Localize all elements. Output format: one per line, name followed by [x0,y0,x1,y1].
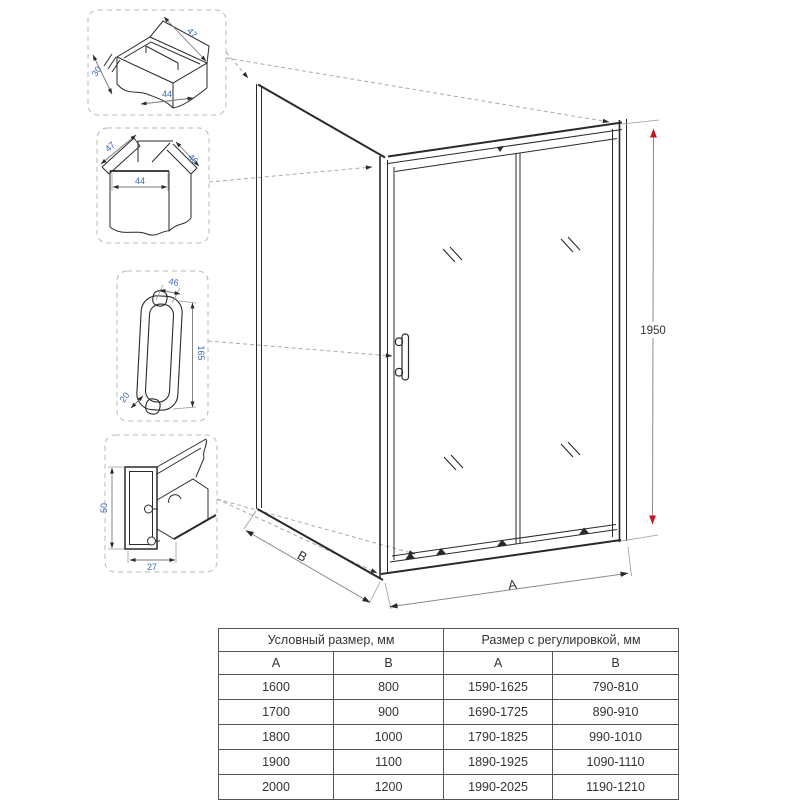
table-cell: 1000 [334,725,444,750]
table-cell: 1800 [219,725,334,750]
size-table [218,628,679,800]
col-header-a1: А [219,652,334,675]
glass-shine-marks [443,237,580,470]
table-cell: 900 [334,700,444,725]
table-cell: 1590-1625 [444,675,553,700]
callout-box-handle [117,271,208,421]
table-cell: 1690-1725 [444,700,553,725]
sliding-glass-panels [396,153,590,560]
table-row [219,775,679,800]
table-cell: 1600 [219,675,334,700]
table-cell: 1790-1825 [444,725,553,750]
col-header-b1: В [334,652,444,675]
top-roller-bracket [497,146,504,152]
table-column-header-row [219,652,679,675]
detail4-dim-50: 50 [99,502,109,514]
depth-dimension-label: B [294,547,310,565]
table-row [219,725,679,750]
detail2-dim-47: 47 [102,139,118,154]
detail2-dim-44: 44 [134,176,146,186]
table-cell: 1100 [334,750,444,775]
dimension-height-1950 [621,120,671,541]
table-cell: 790-810 [553,675,679,700]
detail1-dim-47: 47 [185,25,200,40]
col-header-a2: А [444,652,553,675]
table-group-header-row [219,629,679,652]
detail1-dim-44: 44 [161,89,173,99]
detail3-dim-165: 165 [196,345,206,361]
group-header-nominal: Условный размер, мм [219,629,444,652]
detail-handle [118,276,206,415]
detail4-dim-27: 27 [146,562,158,572]
dimension-depth-B [244,511,380,602]
table-row [219,700,679,725]
table-cell: 890-910 [553,700,679,725]
leader-lines [208,52,609,573]
table-cell: 1090-1110 [553,750,679,775]
detail3-dim-20: 20 [117,390,132,405]
table-cell: 1190-1210 [553,775,679,800]
door-frame [380,119,627,578]
detail-top-profile [90,17,209,108]
group-header-adjustable: Размер с регулировкой, мм [444,629,679,652]
detail-corner-profile [101,135,200,235]
detail-bottom-rail [99,439,216,572]
table-cell: 1890-1925 [444,750,553,775]
table-cell: 2000 [219,775,334,800]
table-cell: 990-1010 [553,725,679,750]
width-dimension-label: A [507,576,518,593]
table-cell: 1900 [219,750,334,775]
door-handle [396,334,409,380]
table-cell: 1990-2025 [444,775,553,800]
height-dimension-label: 1950 [640,325,666,337]
table-cell: 800 [334,675,444,700]
table-row [219,675,679,700]
detail3-dim-46: 46 [167,276,180,288]
callout-box-bottom-rail [105,435,217,572]
detail2-dim-46: 46 [186,151,201,166]
side-glass-panel [257,84,386,580]
table-row [219,750,679,775]
detail1-dim-30: 30 [89,64,104,79]
col-header-b2: В [553,652,679,675]
table-cell: 1700 [219,700,334,725]
table-cell: 1200 [334,775,444,800]
